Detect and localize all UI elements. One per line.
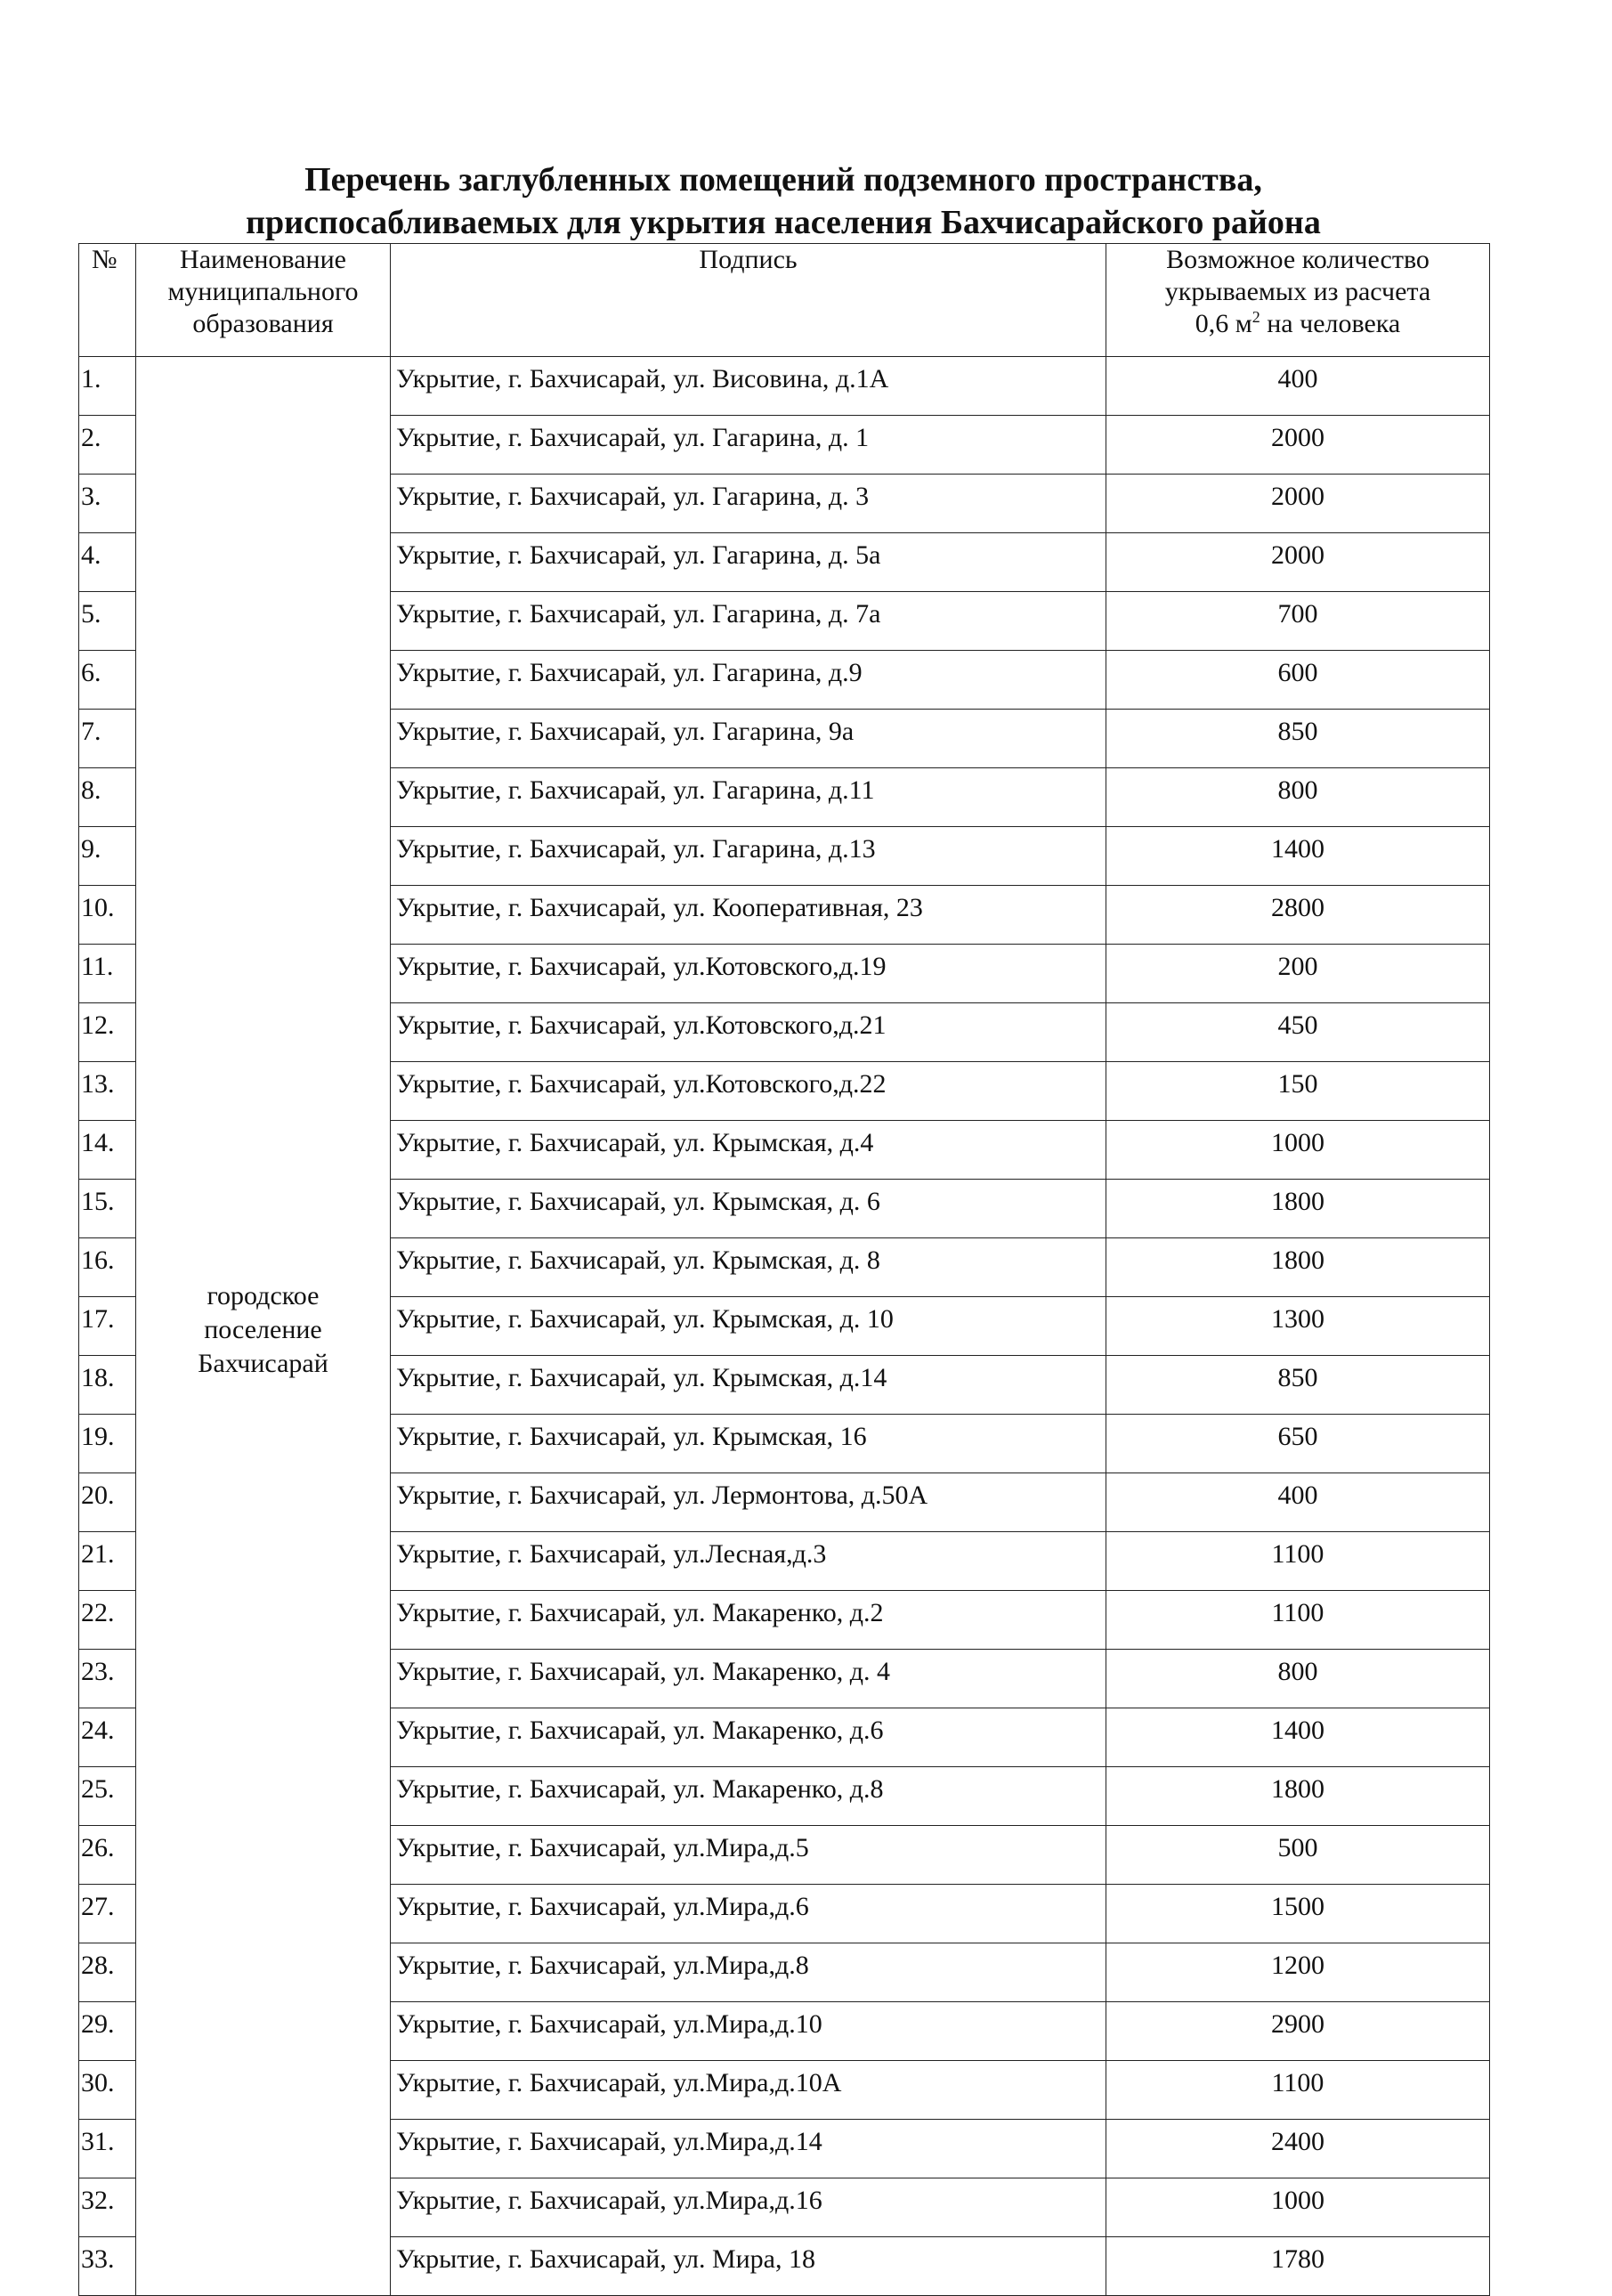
row-capacity: 1400 (1106, 1708, 1490, 1767)
row-capacity: 800 (1106, 1650, 1490, 1708)
municipality-name (136, 1279, 390, 1381)
row-capacity: 400 (1106, 357, 1490, 416)
header-capacity-line-2: укрываемых из расчета (1164, 277, 1431, 306)
row-address: Укрытие, г. Бахчисарай, ул. Гагарина, д. 1 (391, 416, 1106, 475)
row-number: 22. (79, 1591, 136, 1650)
row-address: Укрытие, г. Бахчисарай, ул. Гагарина, 9а (391, 710, 1106, 768)
document-title-line-1: Перечень заглубленных помещений подземного пространства, (304, 161, 1262, 199)
row-number: 6. (79, 651, 136, 710)
row-capacity: 1800 (1106, 1180, 1490, 1238)
row-capacity: 1100 (1106, 2061, 1490, 2120)
row-address: Укрытие, г. Бахчисарай, ул.Мира,д.5 (391, 1826, 1106, 1885)
row-capacity: 1000 (1106, 2178, 1490, 2237)
header-capacity-line-3-post: на человека (1260, 309, 1401, 338)
row-number: 26. (79, 1826, 136, 1885)
row-capacity: 1500 (1106, 1885, 1490, 1943)
row-number: 25. (79, 1767, 136, 1826)
table-header-row (79, 244, 1490, 357)
row-capacity: 400 (1106, 1473, 1490, 1532)
row-address: Укрытие, г. Бахчисарай, ул. Крымская, д.4 (391, 1121, 1106, 1180)
row-number: 30. (79, 2061, 136, 2120)
row-number: 2. (79, 416, 136, 475)
row-number: 21. (79, 1532, 136, 1591)
row-address: Укрытие, г. Бахчисарай, ул.Мира,д.6 (391, 1885, 1106, 1943)
row-capacity: 2000 (1106, 533, 1490, 592)
row-capacity: 650 (1106, 1415, 1490, 1473)
header-name: Подпись (391, 244, 1106, 357)
row-capacity: 500 (1106, 1826, 1490, 1885)
row-address: Укрытие, г. Бахчисарай, ул. Макаренко, д.8 (391, 1767, 1106, 1826)
row-capacity: 1100 (1106, 1591, 1490, 1650)
header-capacity-superscript: 2 (1252, 308, 1260, 326)
row-address: Укрытие, г. Бахчисарай, ул. Крымская, д. 10 (391, 1297, 1106, 1356)
row-capacity: 2400 (1106, 2120, 1490, 2178)
row-number: 17. (79, 1297, 136, 1356)
row-number: 11. (79, 945, 136, 1003)
row-address: Укрытие, г. Бахчисарай, ул. Гагарина, д.13 (391, 827, 1106, 886)
row-capacity: 200 (1106, 945, 1490, 1003)
header-number: № (79, 244, 136, 357)
row-capacity: 1800 (1106, 1238, 1490, 1297)
row-number: 4. (79, 533, 136, 592)
row-number: 16. (79, 1238, 136, 1297)
row-number: 31. (79, 2120, 136, 2178)
row-address: Укрытие, г. Бахчисарай, ул. Мира, 18 (391, 2237, 1106, 2296)
row-number: 8. (79, 768, 136, 827)
header-capacity-line-1: Возможное количество (1166, 245, 1430, 274)
row-address: Укрытие, г. Бахчисарай, ул. Висовина, д.1А (391, 357, 1106, 416)
row-number: 3. (79, 475, 136, 533)
row-capacity: 150 (1106, 1062, 1490, 1121)
row-number: 10. (79, 886, 136, 945)
shelters-table (78, 243, 1490, 2296)
row-address: Укрытие, г. Бахчисарай, ул.Мира,д.14 (391, 2120, 1106, 2178)
row-capacity: 600 (1106, 651, 1490, 710)
municipality-line-3: Бахчисарай (198, 1348, 328, 1378)
row-address: Укрытие, г. Бахчисарай, ул. Крымская, д.14 (391, 1356, 1106, 1415)
header-capacity (1106, 244, 1490, 357)
municipality-cell (136, 357, 391, 2296)
row-number: 32. (79, 2178, 136, 2237)
row-address: Укрытие, г. Бахчисарай, ул. Гагарина, д. 7а (391, 592, 1106, 651)
row-address: Укрытие, г. Бахчисарай, ул. Макаренко, д.6 (391, 1708, 1106, 1767)
row-number: 19. (79, 1415, 136, 1473)
row-capacity: 850 (1106, 1356, 1490, 1415)
row-number: 29. (79, 2002, 136, 2061)
row-address: Укрытие, г. Бахчисарай, ул. Гагарина, д.9 (391, 651, 1106, 710)
row-capacity: 2000 (1106, 416, 1490, 475)
row-address: Укрытие, г. Бахчисарай, ул.Лесная,д.3 (391, 1532, 1106, 1591)
row-capacity: 850 (1106, 710, 1490, 768)
row-number: 14. (79, 1121, 136, 1180)
row-address: Укрытие, г. Бахчисарай, ул.Котовского,д.21 (391, 1003, 1106, 1062)
row-number: 23. (79, 1650, 136, 1708)
row-number: 13. (79, 1062, 136, 1121)
row-number: 7. (79, 710, 136, 768)
row-address: Укрытие, г. Бахчисарай, ул. Гагарина, д. 5а (391, 533, 1106, 592)
row-capacity: 1400 (1106, 827, 1490, 886)
row-capacity: 2900 (1106, 2002, 1490, 2061)
municipality-line-1: городское (207, 1280, 320, 1310)
row-capacity: 450 (1106, 1003, 1490, 1062)
row-address: Укрытие, г. Бахчисарай, ул.Котовского,д.22 (391, 1062, 1106, 1121)
row-address: Укрытие, г. Бахчисарай, ул. Крымская, д. 6 (391, 1180, 1106, 1238)
row-address: Укрытие, г. Бахчисарай, ул.Мира,д.10 (391, 2002, 1106, 2061)
row-number: 1. (79, 357, 136, 416)
row-address: Укрытие, г. Бахчисарай, ул. Макаренко, д. 4 (391, 1650, 1106, 1708)
row-capacity: 1200 (1106, 1943, 1490, 2002)
document-title-line-2: приспосабливаемых для укрытия населения Бахчисарайского района (246, 204, 1321, 241)
row-number: 9. (79, 827, 136, 886)
table-row (79, 357, 1490, 416)
row-number: 12. (79, 1003, 136, 1062)
row-address: Укрытие, г. Бахчисарай, ул. Гагарина, д.11 (391, 768, 1106, 827)
row-number: 33. (79, 2237, 136, 2296)
row-address: Укрытие, г. Бахчисарай, ул. Макаренко, д.2 (391, 1591, 1106, 1650)
row-address: Укрытие, г. Бахчисарай, ул.Котовского,д.19 (391, 945, 1106, 1003)
row-capacity: 1000 (1106, 1121, 1490, 1180)
row-number: 27. (79, 1885, 136, 1943)
row-address: Укрытие, г. Бахчисарай, ул. Крымская, 16 (391, 1415, 1106, 1473)
row-capacity: 2800 (1106, 886, 1490, 945)
row-number: 18. (79, 1356, 136, 1415)
row-number: 28. (79, 1943, 136, 2002)
row-address: Укрытие, г. Бахчисарай, ул. Лермонтова, д.50А (391, 1473, 1106, 1532)
row-address: Укрытие, г. Бахчисарай, ул. Кооперативная, 23 (391, 886, 1106, 945)
row-capacity: 1300 (1106, 1297, 1490, 1356)
row-number: 5. (79, 592, 136, 651)
row-number: 20. (79, 1473, 136, 1532)
row-address: Укрытие, г. Бахчисарай, ул. Гагарина, д. 3 (391, 475, 1106, 533)
row-capacity: 1800 (1106, 1767, 1490, 1826)
municipality-line-2: поселение (204, 1314, 322, 1344)
table-body (79, 357, 1490, 2296)
row-capacity: 2000 (1106, 475, 1490, 533)
header-municipality: Наименование муниципального образования (136, 244, 391, 357)
row-capacity: 800 (1106, 768, 1490, 827)
header-capacity-line-3-pre: 0,6 м (1195, 309, 1252, 338)
row-address: Укрытие, г. Бахчисарай, ул.Мира,д.8 (391, 1943, 1106, 2002)
row-address: Укрытие, г. Бахчисарай, ул. Крымская, д. 8 (391, 1238, 1106, 1297)
row-address: Укрытие, г. Бахчисарай, ул.Мира,д.10А (391, 2061, 1106, 2120)
row-capacity: 700 (1106, 592, 1490, 651)
row-number: 24. (79, 1708, 136, 1767)
row-capacity: 1780 (1106, 2237, 1490, 2296)
row-address: Укрытие, г. Бахчисарай, ул.Мира,д.16 (391, 2178, 1106, 2237)
row-capacity: 1100 (1106, 1532, 1490, 1591)
row-number: 15. (79, 1180, 136, 1238)
